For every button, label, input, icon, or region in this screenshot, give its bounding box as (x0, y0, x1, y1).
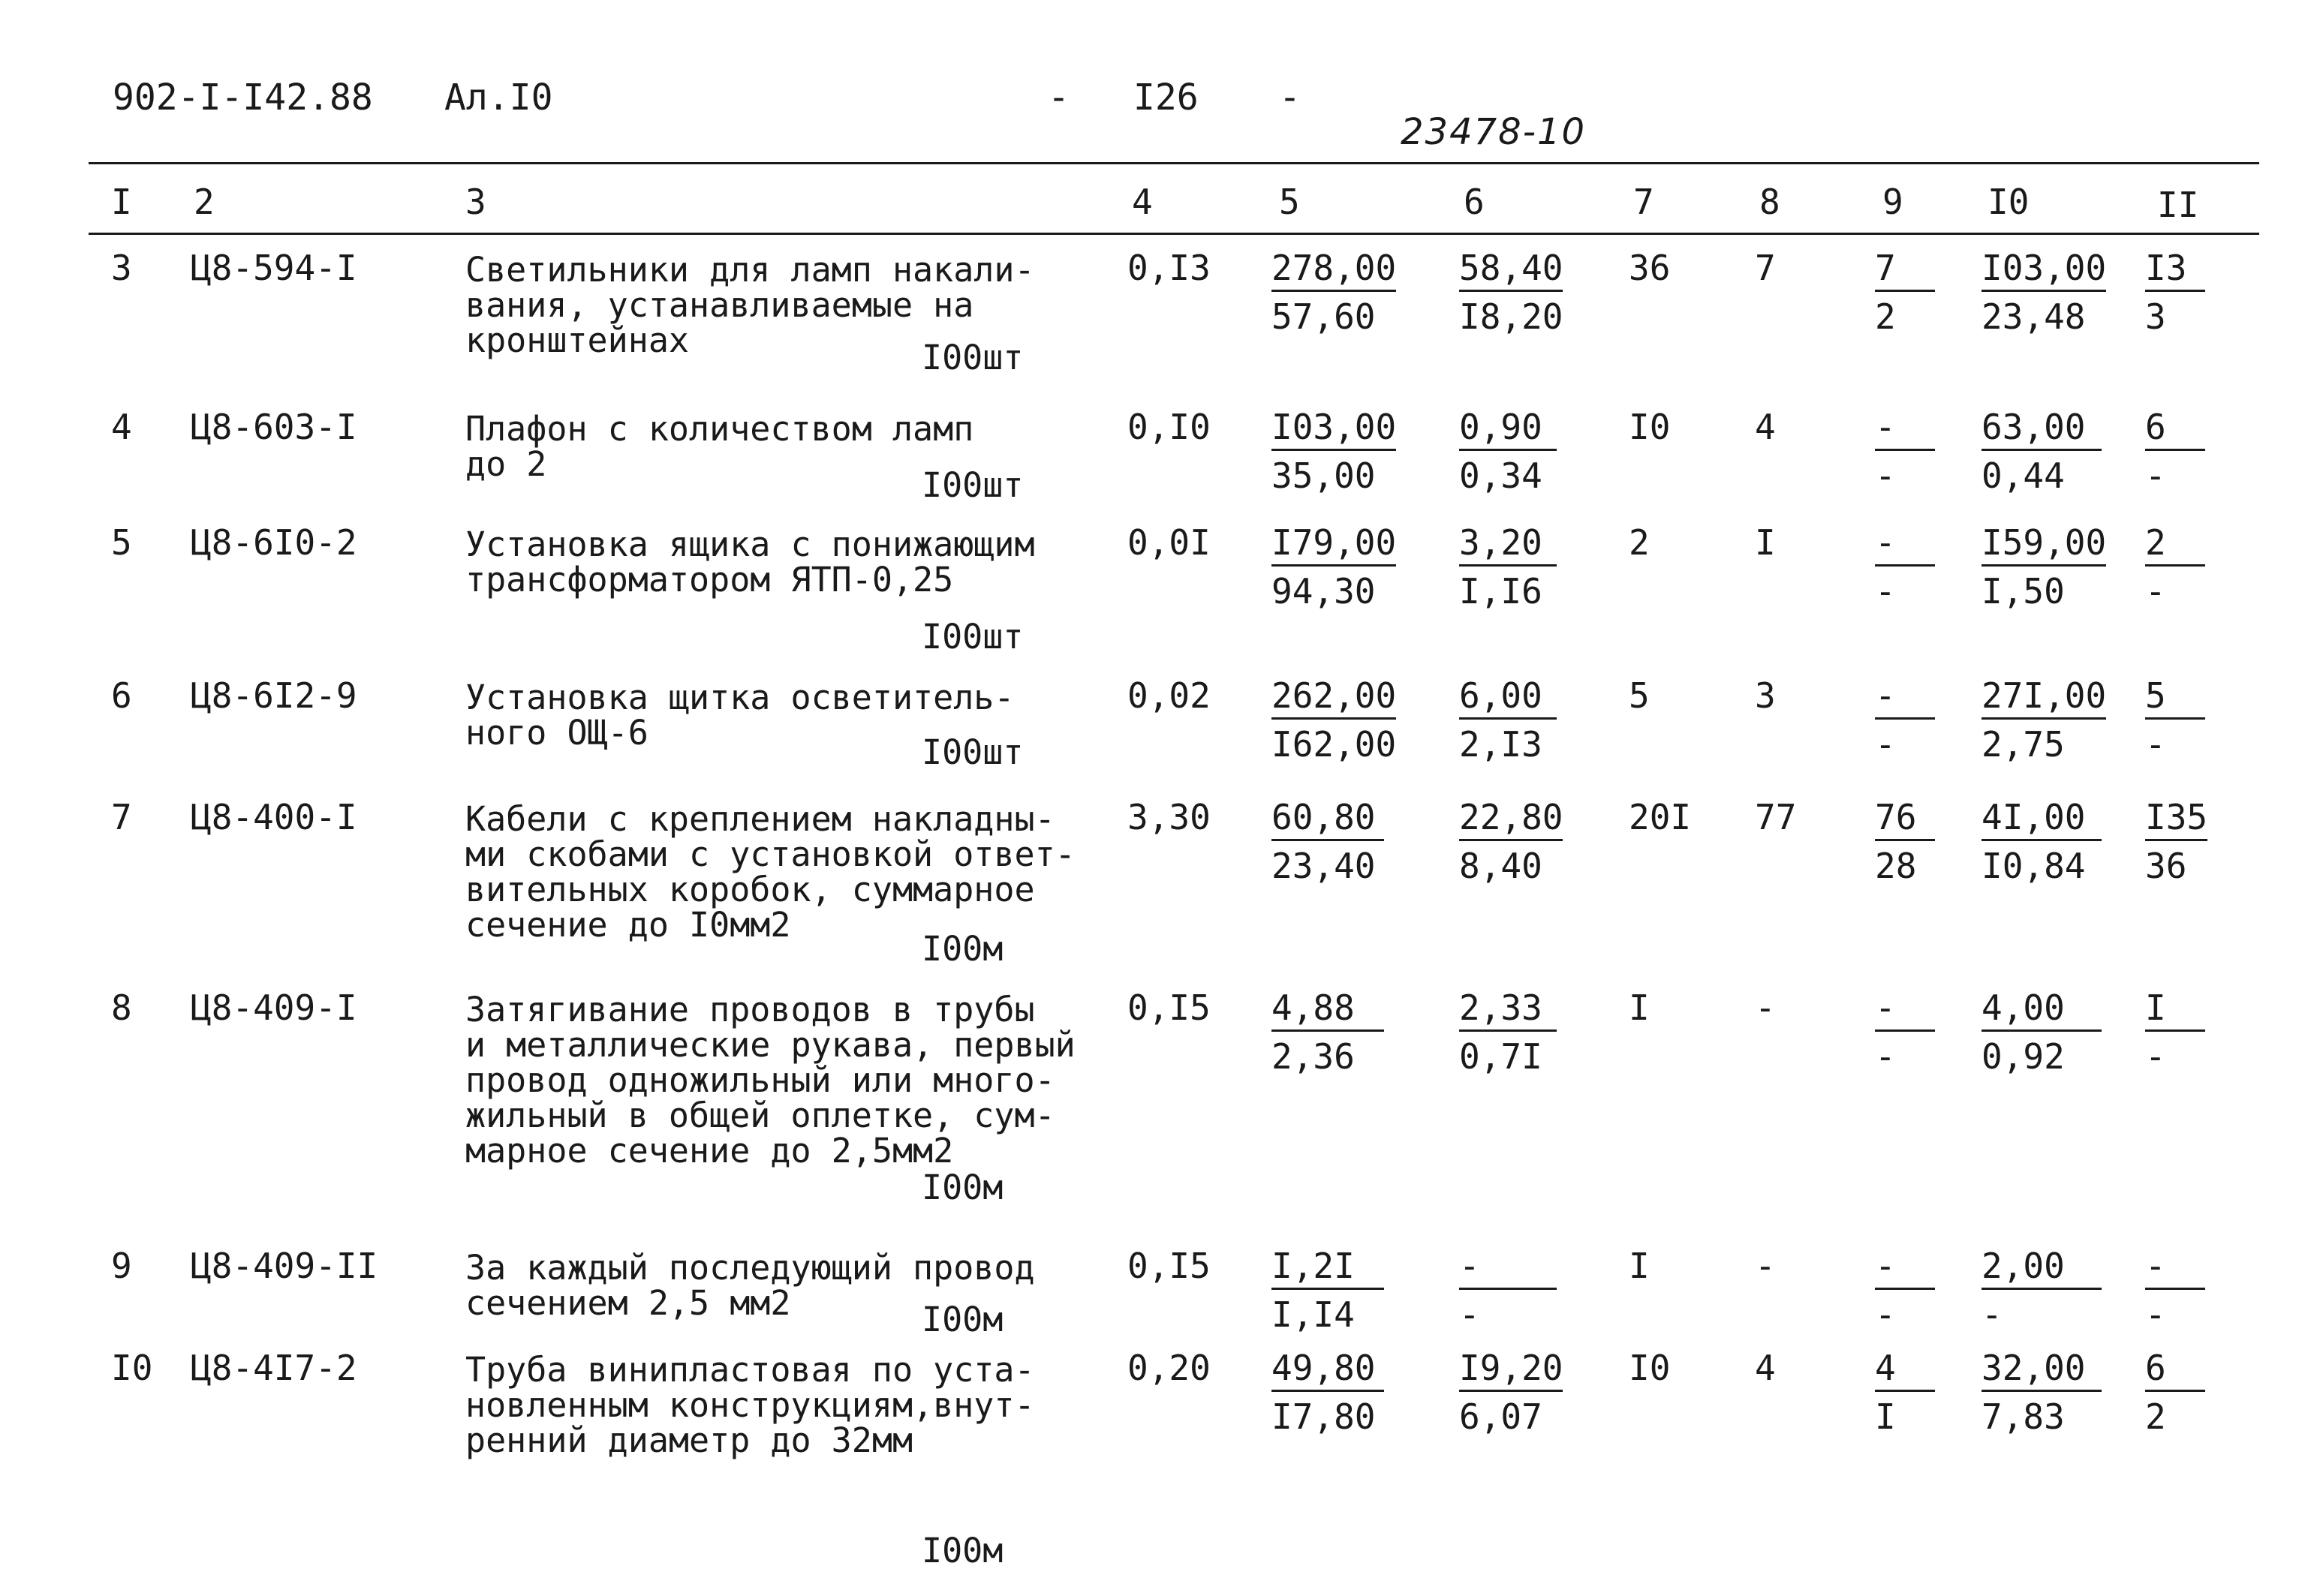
column-9-value (1875, 407, 1935, 496)
work-description: Светильники для ламп накали- вания, устанавливаемые на кронштейнах (465, 250, 1035, 360)
sheet-label: Ал.I0 (444, 77, 553, 119)
column-11-value-numerator: I35 (2145, 800, 2207, 841)
column-8-value: - (1755, 1246, 1776, 1286)
price-code: Ц8-6I2-9 (191, 675, 357, 716)
price-code: Ц8-400-I (191, 797, 357, 837)
column-5-value-numerator: 49,80 (1271, 1351, 1384, 1392)
column-9-value (1875, 987, 1935, 1077)
column-10-value-denominator: - (1982, 1294, 2003, 1335)
column-9-value-numerator: - (1875, 410, 1935, 451)
column-6-value (1459, 1246, 1557, 1335)
column-11-value (2145, 1348, 2205, 1437)
column-11-value (2145, 1246, 2205, 1335)
column-5-value-numerator: 4,88 (1271, 990, 1384, 1032)
column-5-value (1271, 248, 1397, 337)
column-10-value (1982, 1246, 2102, 1335)
column-10-value-denominator: 7,83 (1982, 1396, 2065, 1437)
column-10-value (1982, 1348, 2102, 1437)
column-5-value (1271, 675, 1397, 765)
column-5-value-numerator: 60,80 (1271, 800, 1384, 841)
header-rule-bottom (89, 233, 2259, 235)
column-11-value-denominator: - (2145, 455, 2166, 496)
column-10-value-denominator: 0,44 (1982, 455, 2065, 496)
column-6-value-denominator: - (1459, 1294, 1480, 1335)
column-5-value-numerator: I03,00 (1271, 410, 1396, 451)
column-6-value-denominator: I8,20 (1459, 296, 1563, 337)
column-6-value-numerator: - (1459, 1249, 1557, 1290)
column-10-value (1982, 248, 2107, 337)
column-10-value (1982, 522, 2107, 612)
column-number-5: 5 (1279, 182, 1300, 222)
column-5-value-numerator: 262,00 (1271, 678, 1396, 720)
column-9-value (1875, 248, 1935, 337)
column-10-value-numerator: 32,00 (1982, 1351, 2102, 1392)
column-number-3: 3 (465, 182, 486, 222)
column-5-value (1271, 1348, 1384, 1437)
column-6-value-numerator: 3,20 (1459, 525, 1557, 567)
column-5-value-denominator: I62,00 (1271, 724, 1397, 765)
handwritten-reference: 23478-10 (1401, 111, 1587, 153)
price-code: Ц8-409-I (191, 987, 357, 1028)
quantity: 0,02 (1127, 675, 1211, 716)
column-6-value (1459, 522, 1557, 612)
column-10-value-numerator: 4I,00 (1982, 800, 2102, 841)
column-10-value-denominator: 0,92 (1982, 1036, 2065, 1077)
column-10-value-numerator: 27I,00 (1982, 678, 2106, 720)
row-number: I0 (111, 1348, 153, 1388)
column-6-value-denominator: 6,07 (1459, 1396, 1542, 1437)
column-9-value-denominator: - (1875, 1294, 1896, 1335)
column-8-value: 77 (1755, 797, 1797, 837)
column-10-value-denominator: 23,48 (1982, 296, 2086, 337)
column-6-value (1459, 675, 1557, 765)
measure-unit: I00м (922, 929, 1004, 969)
column-number-8: 8 (1759, 182, 1780, 222)
quantity: 0,I5 (1127, 1246, 1211, 1286)
column-5-value-denominator: 94,30 (1271, 571, 1376, 612)
work-description: Труба винипластовая по уста- новленным конструкциям,внут- ренний диаметр до 32мм (465, 1350, 1035, 1460)
column-11-value (2145, 407, 2205, 496)
column-9-value-denominator: 2 (1875, 296, 1896, 337)
column-5-value-denominator: 23,40 (1271, 846, 1376, 886)
column-11-value-numerator: 5 (2145, 678, 2205, 720)
measure-unit: I00м (922, 1168, 1004, 1207)
column-11-value-denominator: 36 (2145, 846, 2187, 886)
column-9-value-denominator: - (1875, 571, 1896, 612)
column-5-value (1271, 987, 1384, 1077)
column-number-6: 6 (1464, 182, 1485, 222)
row-number: 4 (111, 407, 132, 447)
column-number-11: II (2157, 185, 2199, 225)
price-code: Ц8-6I0-2 (191, 522, 357, 563)
work-description: Затягивание проводов в трубы и металлические рукава, первый провод одножильный или много- жильный в общей оплетке, сум- марное сечение до 2,5мм2 (465, 990, 1076, 1171)
column-6-value-denominator: 2,I3 (1459, 724, 1542, 765)
column-7-value: I0 (1629, 1348, 1671, 1388)
column-9-value (1875, 1348, 1935, 1437)
header-dash-right: - (1279, 77, 1301, 119)
column-5-value (1271, 797, 1384, 886)
column-7-value: I (1629, 987, 1650, 1028)
work-description: Установка ящика с понижающим трансформатором ЯТП-0,25 (465, 524, 1035, 600)
column-11-value-numerator: I (2145, 990, 2205, 1032)
work-description: Установка щитка осветитель- ного ОЩ-6 (465, 678, 1015, 753)
column-9-value-numerator: - (1875, 1249, 1935, 1290)
column-11-value (2145, 797, 2208, 886)
header-rule-top (89, 162, 2259, 164)
row-number: 9 (111, 1246, 132, 1286)
column-10-value (1982, 987, 2102, 1077)
column-10-value (1982, 797, 2102, 886)
column-7-value: 2 (1629, 522, 1650, 563)
column-7-value: I0 (1629, 407, 1671, 447)
column-number-7: 7 (1633, 182, 1654, 222)
column-8-value: 4 (1755, 1348, 1776, 1388)
column-10-value-denominator: 2,75 (1982, 724, 2065, 765)
row-number: 8 (111, 987, 132, 1028)
column-11-value-numerator: 6 (2145, 1351, 2205, 1392)
page-number: I26 (1133, 77, 1199, 119)
column-9-value (1875, 522, 1935, 612)
quantity: 0,I0 (1127, 407, 1211, 447)
price-code: Ц8-594-I (191, 248, 357, 288)
column-9-value-numerator: - (1875, 990, 1935, 1032)
column-10-value-numerator: 2,00 (1982, 1249, 2102, 1290)
measure-unit: I00шт (922, 732, 1024, 772)
column-11-value-denominator: - (2145, 724, 2166, 765)
column-10-value-denominator: I,50 (1982, 571, 2065, 612)
row-number: 7 (111, 797, 132, 837)
column-10-value-numerator: I03,00 (1982, 251, 2106, 292)
column-11-value (2145, 675, 2205, 765)
column-9-value-denominator: I (1875, 1396, 1896, 1437)
column-8-value: 3 (1755, 675, 1776, 716)
price-code: Ц8-409-II (191, 1246, 378, 1286)
quantity: 0,I5 (1127, 987, 1211, 1028)
column-9-value-denominator: - (1875, 1036, 1896, 1077)
column-9-value-denominator: - (1875, 724, 1896, 765)
row-number: 5 (111, 522, 132, 563)
column-6-value (1459, 797, 1563, 886)
column-9-value-denominator: - (1875, 455, 1896, 496)
column-10-value-numerator: 63,00 (1982, 410, 2102, 451)
column-6-value-numerator: 0,90 (1459, 410, 1557, 451)
header-dash-left: - (1048, 77, 1070, 119)
column-6-value-denominator: 8,40 (1459, 846, 1542, 886)
quantity: 0,20 (1127, 1348, 1211, 1388)
column-11-value (2145, 248, 2205, 337)
column-5-value (1271, 522, 1397, 612)
column-7-value: I (1629, 1246, 1650, 1286)
measure-unit: I00шт (922, 465, 1024, 505)
column-11-value-denominator: - (2145, 571, 2166, 612)
column-11-value-denominator: 2 (2145, 1396, 2166, 1437)
column-number-9: 9 (1882, 182, 1903, 222)
column-number-1: I (111, 182, 132, 222)
column-10-value-numerator: 4,00 (1982, 990, 2102, 1032)
column-6-value-denominator: 0,7I (1459, 1036, 1542, 1077)
column-9-value-numerator: 76 (1875, 800, 1935, 841)
column-5-value (1271, 1246, 1384, 1335)
quantity: 0,0I (1127, 522, 1211, 563)
column-11-value-denominator: - (2145, 1294, 2166, 1335)
column-9-value-numerator: 4 (1875, 1351, 1935, 1392)
column-10-value (1982, 407, 2102, 496)
column-5-value (1271, 407, 1397, 496)
column-7-value: 5 (1629, 675, 1650, 716)
column-6-value-denominator: I,I6 (1459, 571, 1542, 612)
column-9-value (1875, 797, 1935, 886)
column-5-value-denominator: I7,80 (1271, 1396, 1376, 1437)
column-5-value-numerator: I,2I (1271, 1249, 1384, 1290)
row-number: 3 (111, 248, 132, 288)
column-11-value-denominator: 3 (2145, 296, 2166, 337)
column-6-value-numerator: 58,40 (1459, 251, 1563, 292)
column-11-value-numerator: 2 (2145, 525, 2205, 567)
column-9-value-numerator: 7 (1875, 251, 1935, 292)
work-description: Плафон с количеством ламп до 2 (465, 409, 974, 484)
column-11-value-numerator: 6 (2145, 410, 2205, 451)
column-9-value-numerator: - (1875, 525, 1935, 567)
column-number-10: I0 (1988, 182, 2030, 222)
column-8-value: I (1755, 522, 1776, 563)
column-number-4: 4 (1132, 182, 1153, 222)
column-10-value (1982, 675, 2107, 765)
column-8-value: - (1755, 987, 1776, 1028)
column-6-value-numerator: 22,80 (1459, 800, 1563, 841)
row-number: 6 (111, 675, 132, 716)
work-description: За каждый последующий провод сечением 2,5 мм2 (465, 1248, 1035, 1323)
column-5-value-denominator: 35,00 (1271, 455, 1376, 496)
column-10-value-numerator: I59,00 (1982, 525, 2106, 567)
column-5-value-numerator: I79,00 (1271, 525, 1396, 567)
document-code: 902-I-I42.88 (113, 77, 373, 119)
measure-unit: I00м (922, 1300, 1004, 1339)
column-11-value-numerator: I3 (2145, 251, 2205, 292)
work-description: Кабели с креплением накладны- ми скобами с установкой ответ- вительных коробок, суммарное сечение до I0мм2 (465, 799, 1076, 945)
column-11-value-denominator: - (2145, 1036, 2166, 1077)
column-9-value (1875, 1246, 1935, 1335)
quantity: 0,I3 (1127, 248, 1211, 288)
column-6-value-denominator: 0,34 (1459, 455, 1542, 496)
column-6-value-numerator: 6,00 (1459, 678, 1557, 720)
column-11-value (2145, 522, 2205, 612)
column-5-value-numerator: 278,00 (1271, 251, 1396, 292)
column-5-value-denominator: 2,36 (1271, 1036, 1355, 1077)
column-8-value: 4 (1755, 407, 1776, 447)
column-11-value (2145, 987, 2205, 1077)
column-11-value-numerator: - (2145, 1249, 2205, 1290)
column-6-value-numerator: I9,20 (1459, 1351, 1563, 1392)
column-6-value-numerator: 2,33 (1459, 990, 1557, 1032)
column-9-value-denominator: 28 (1875, 846, 1917, 886)
column-7-value: 36 (1629, 248, 1671, 288)
column-6-value (1459, 987, 1557, 1077)
column-9-value-numerator: - (1875, 678, 1935, 720)
column-5-value-denominator: 57,60 (1271, 296, 1376, 337)
measure-unit: I00м (922, 1531, 1004, 1570)
column-7-value: 20I (1629, 797, 1692, 837)
measure-unit: I00шт (922, 617, 1024, 657)
column-6-value (1459, 248, 1563, 337)
column-10-value-denominator: I0,84 (1982, 846, 2086, 886)
column-8-value: 7 (1755, 248, 1776, 288)
measure-unit: I00шт (922, 338, 1024, 377)
column-9-value (1875, 675, 1935, 765)
price-code: Ц8-603-I (191, 407, 357, 447)
price-code: Ц8-4I7-2 (191, 1348, 357, 1388)
quantity: 3,30 (1127, 797, 1211, 837)
column-5-value-denominator: I,I4 (1271, 1294, 1355, 1335)
column-6-value (1459, 1348, 1563, 1437)
column-number-2: 2 (194, 182, 215, 222)
column-6-value (1459, 407, 1557, 496)
